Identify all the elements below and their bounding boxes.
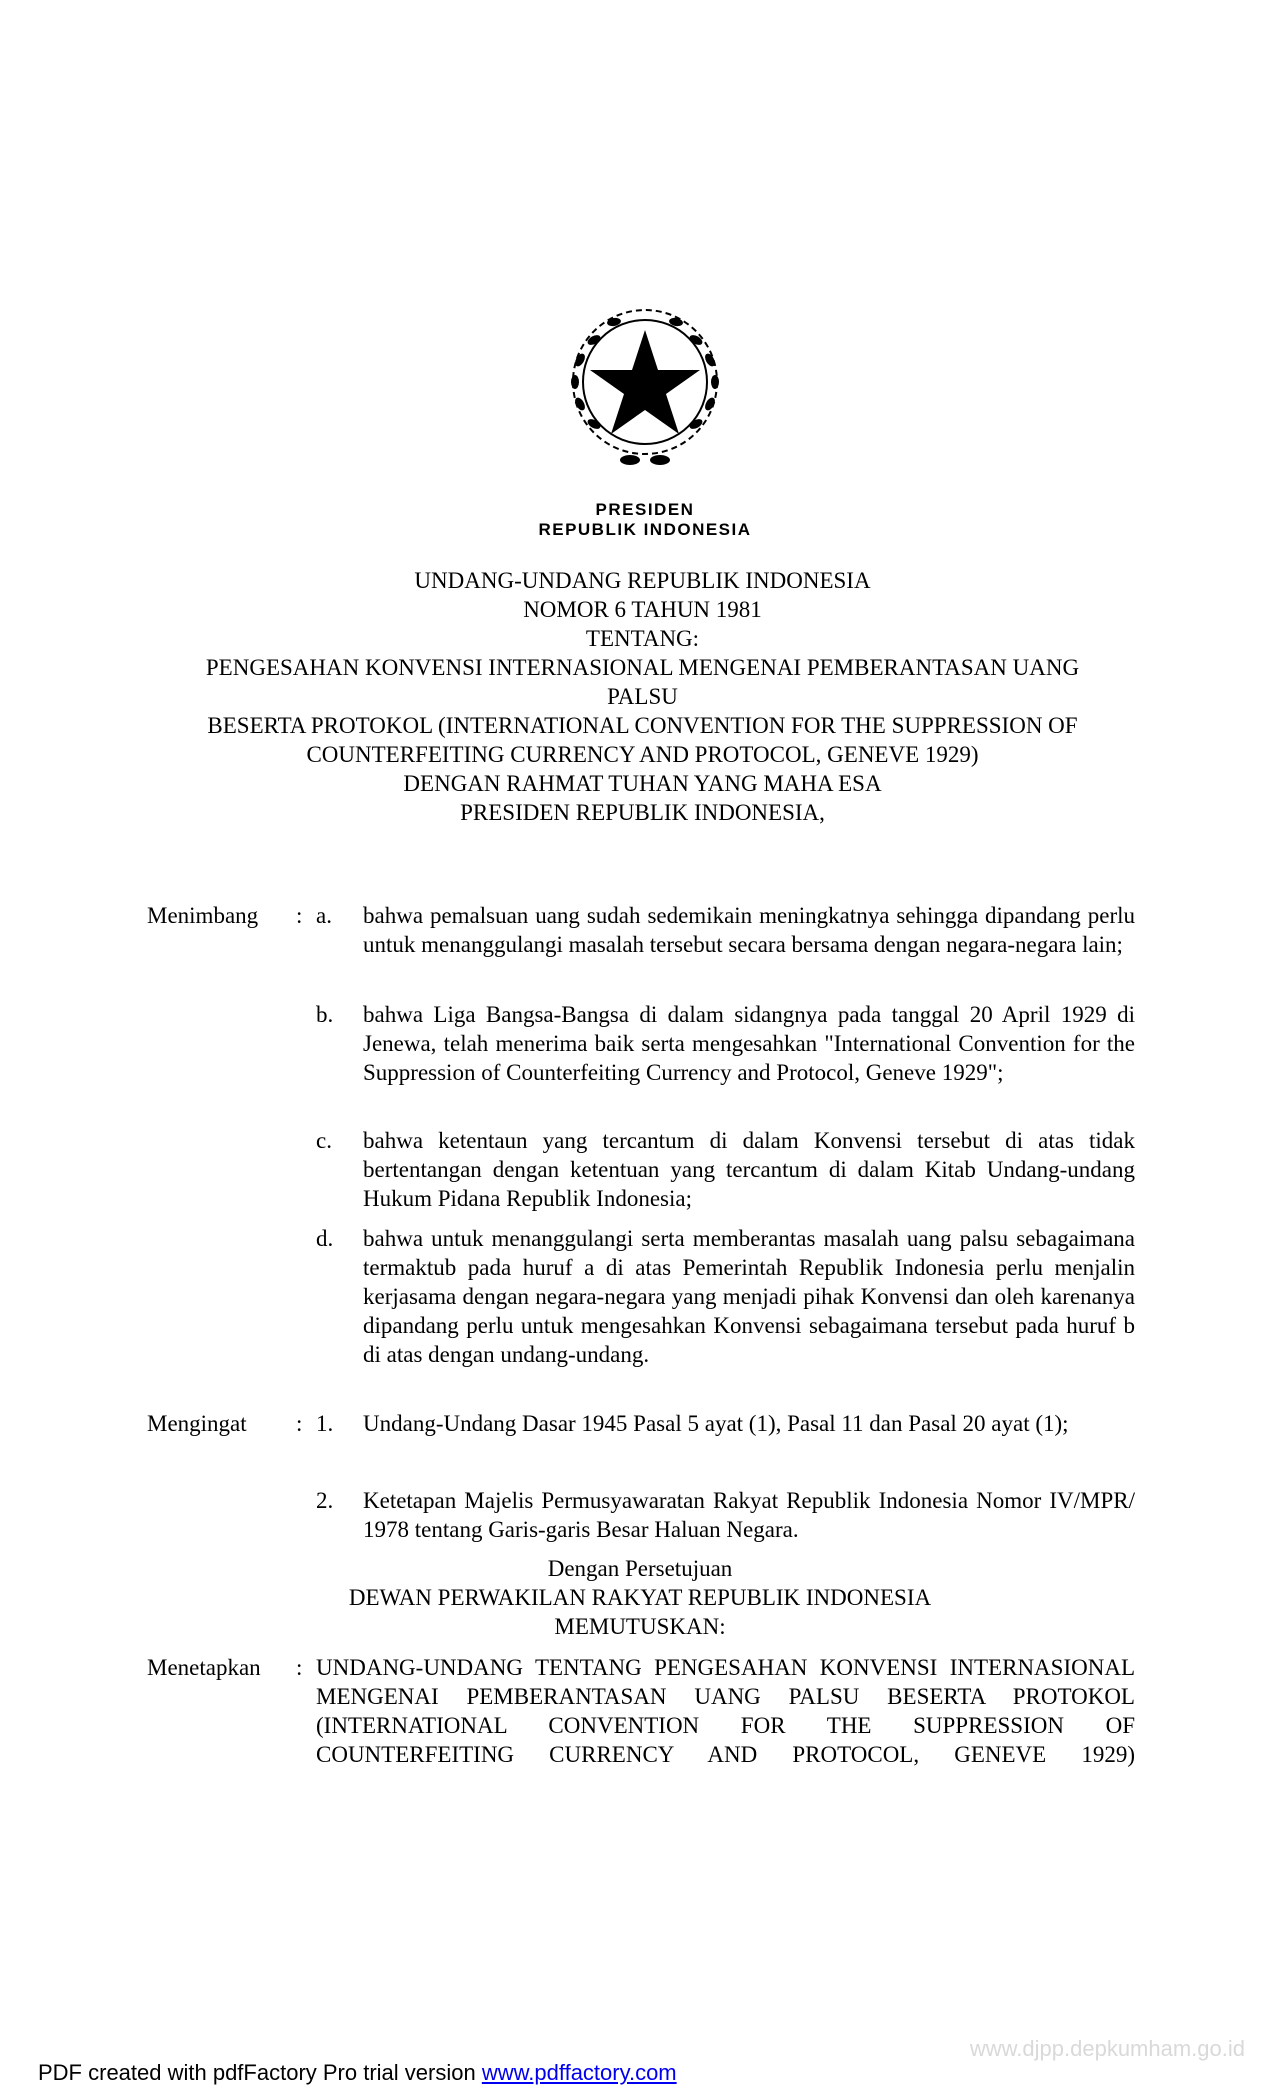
mengingat-item-1: Undang-Undang Dasar 1945 Pasal 5 ayat (1), Pasal 11 dan Pasal 20 ayat (1);: [363, 1411, 1069, 1436]
list-marker: 1.: [316, 1411, 334, 1436]
presidential-seal-star-wreath-icon: [560, 300, 730, 475]
document-title: [130, 566, 1155, 827]
list-marker: b.: [316, 1002, 334, 1027]
menimbang-item-b: bahwa Liga Bangsa-Bangsa di dalam sidangnya pada tanggal 20 April 1929 di Jenewa, telah menerima baik serta mengesahkan "International Convention for the Suppression of Counterfeiting Currency and Protocol, Geneve 1929";: [363, 1002, 1135, 1085]
menimbang-colon: :: [296, 903, 303, 928]
emblem-caption-line2: REPUBLIK INDONESIA: [538, 520, 752, 539]
menetapkan-label: Menetapkan: [147, 1655, 261, 1680]
menimbang-item-d: bahwa untuk menanggulangi serta memberantas masalah uang palsu sebagaimana termaktub pada huruf a di atas Pemerintah Republik Indonesia perlu menjalin kerjasama dengan negara-negara yang menjadi pihak Konvensi dan oleh karenanya dipandang perlu untuk mengesahkan Konvensi sebagaimana tersebut pada huruf b di atas dengan undang-undang.: [363, 1226, 1135, 1367]
title-line: NOMOR 6 TAHUN 1981: [523, 597, 762, 622]
menetapkan-text: UNDANG-UNDANG TENTANG PENGESAHAN KONVENSI INTERNASIONAL MENGENAI PEMBERANTASAN UANG PALSU BESERTA PROTOKOL (INTERNATIONAL CONVENTION FOR THE SUPPRESSION OF COUNTERFEITING CURRENCY AND PROTOCOL, GENEVE 1929): [316, 1655, 1135, 1767]
pdf-creator-footer: [38, 2060, 677, 2086]
mengingat-label: Mengingat: [147, 1411, 247, 1436]
title-line: UNDANG-UNDANG REPUBLIK INDONESIA: [414, 568, 871, 593]
watermark-url: www.djpp.depkumham.go.id: [969, 2036, 1245, 2061]
title-line: PENGESAHAN KONVENSI INTERNASIONAL MENGENAI PEMBERANTASAN UANG: [205, 655, 1080, 680]
approval-line: Dengan Persetujuan: [547, 1556, 733, 1581]
title-line: TENTANG:: [585, 626, 700, 651]
title-line: PRESIDEN REPUBLIK INDONESIA,: [460, 800, 825, 825]
title-line: COUNTERFEITING CURRENCY AND PROTOCOL, GENEVE 1929): [306, 742, 979, 767]
menimbang-item-c: bahwa ketentaun yang tercantum di dalam Konvensi tersebut di atas tidak bertentangan dengan ketentuan yang tercantum di dalam Kitab Undang-undang Hukum Pidana Republik Indonesia;: [363, 1128, 1135, 1211]
pdffactory-link[interactable]: www.pdffactory.com: [481, 2060, 677, 2085]
mengingat-item-2: Ketetapan Majelis Permusyawaratan Rakyat Republik Indonesia Nomor IV/MPR/ 1978 tentang Garis-garis Besar Haluan Negara.: [363, 1488, 1135, 1542]
footer-created-text: PDF created with pdfFactory Pro trial version: [38, 2060, 482, 2085]
mengingat-colon: :: [296, 1411, 303, 1436]
menimbang-item-a: bahwa pemalsuan uang sudah sedemikain meningkatnya sehingga dipandang perlu untuk menanggulangi masalah tersebut secara bersama dengan negara-negara lain;: [363, 903, 1135, 957]
title-line: PALSU: [607, 684, 678, 709]
approval-line: DEWAN PERWAKILAN RAKYAT REPUBLIK INDONESIA: [348, 1585, 932, 1610]
emblem-caption: [480, 500, 810, 540]
list-marker: a.: [316, 903, 332, 928]
title-line: BESERTA PROTOKOL (INTERNATIONAL CONVENTION FOR THE SUPPRESSION OF: [207, 713, 1078, 738]
approval-line: MEMUTUSKAN:: [554, 1614, 726, 1639]
title-line: DENGAN RAHMAT TUHAN YANG MAHA ESA: [403, 771, 882, 796]
menimbang-label: Menimbang: [147, 903, 259, 928]
emblem-caption-line1: PRESIDEN: [595, 500, 695, 519]
list-marker: 2.: [316, 1488, 334, 1513]
menetapkan-colon: :: [296, 1655, 303, 1680]
list-marker: d.: [316, 1226, 334, 1251]
list-marker: c.: [316, 1128, 332, 1153]
